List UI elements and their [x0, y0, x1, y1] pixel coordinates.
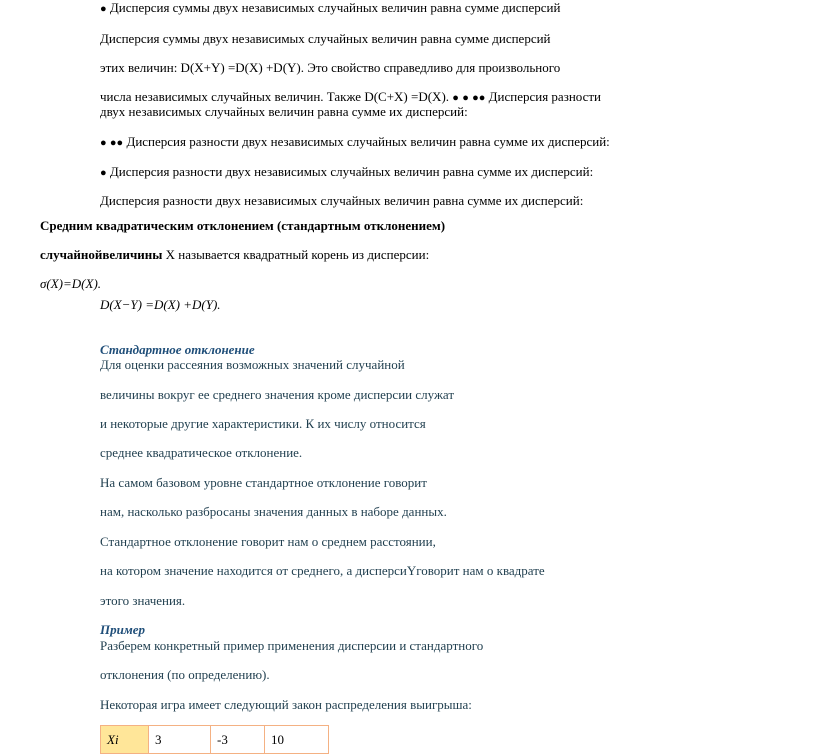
table-cell: 3 [149, 726, 211, 754]
difference-variance-text-4: Дисперсия разности двух независимых случайных величин равна сумме их дисперсий: [100, 193, 584, 208]
definition-rest: X называется квадратный корень из дисперсии: [162, 247, 430, 262]
table-header-cell: Xi [101, 726, 149, 754]
bullet-icon: ● [100, 167, 107, 179]
paragraph-line: Стандартное отклонение говорит нам о среднем расстоянии, [100, 534, 436, 549]
section-heading-std-deviation: Стандартное отклонение [100, 342, 255, 357]
bullet-line-3 [100, 164, 593, 181]
bullet-line-1 [100, 0, 560, 17]
distribution-table [100, 725, 329, 754]
difference-variance-text-3: Дисперсия разности двух независимых случайных величин равна сумме их дисперсий: [109, 164, 594, 179]
std-deviation-definition-2 [40, 247, 429, 262]
bullet-icon: ●● [472, 92, 486, 104]
bullet-icon: ● [462, 92, 469, 104]
paragraph-line: На самом базовом уровне стандартное отклонение говорит [100, 475, 427, 490]
sum-variance-text-2: Дисперсия суммы двух независимых случайных величин равна сумме дисперсий [100, 31, 551, 46]
paragraph-line: этого значения. [100, 593, 186, 608]
paragraph-line: нам, насколько разбросаны значения данных в наборе данных. [100, 504, 447, 519]
bullet-icon: ● [100, 3, 107, 15]
bullet-icon: ● [100, 137, 107, 149]
sum-variance-formula: этих величин: D(X+Y) =D(X) +D(Y). Это свойство справедливо для произвольного [100, 60, 561, 75]
difference-variance-text-2: Дисперсия разности двух независимых случайных величин равна сумме их дисперсий: [126, 134, 610, 149]
sigma-formula: σ(X)=D(X). [40, 276, 102, 291]
sum-variance-text-1: Дисперсия суммы двух независимых случайных величин равна сумме дисперсий [109, 0, 561, 15]
paragraph-line: Некоторая игра имеет следующий закон распределения выигрыша: [100, 697, 472, 712]
paragraph-line: Для оценки рассеяния возможных значений случайной [100, 357, 405, 372]
difference-variance-text: Дисперсия разности [488, 89, 602, 104]
table-cell: 10 [265, 726, 329, 754]
table-cell: -3 [211, 726, 265, 754]
difference-variance-continuation: двух независимых случайных величин равна сумме их дисперсий: [100, 104, 468, 119]
bullet-icon: ● [452, 92, 459, 104]
constant-variance-text: числа независимых случайных величин. Также D(C+X) =D(X). [100, 89, 450, 104]
bullet-line-2 [100, 134, 610, 151]
paragraph-line: и некоторые другие характеристики. К их числу относится [100, 416, 426, 431]
paragraph-line: на котором значение находится от среднего, а дисперсиYговорит нам о квадрате [100, 563, 545, 578]
difference-formula: D(X−Y) =D(X) +D(Y). [100, 297, 221, 312]
paragraph-line: среднее квадратическое отклонение. [100, 445, 303, 460]
section-heading-example: Пример [100, 622, 146, 637]
paragraph-line: Разберем конкретный пример применения дисперсии и стандартного [100, 638, 484, 653]
bullet-icon: ●● [109, 137, 124, 149]
table-row [101, 726, 329, 754]
paragraph-line: величины вокруг ее среднего значения кроме дисперсии служат [100, 387, 455, 402]
random-variable-term: случайнойвеличины [40, 247, 163, 262]
paragraph-line: отклонения (по определению). [100, 667, 270, 682]
std-deviation-definition: Средним квадратическим отклонением (стандартным отклонением) [40, 218, 446, 233]
